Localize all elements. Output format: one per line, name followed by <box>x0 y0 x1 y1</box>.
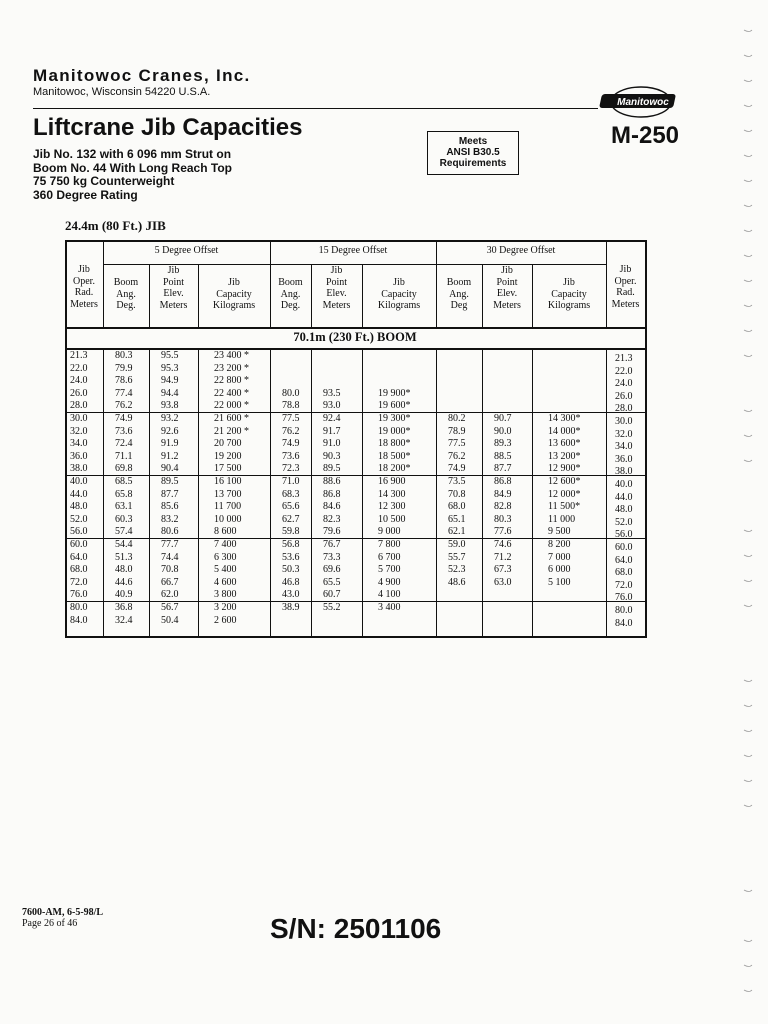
table-cell: 67.3 <box>494 564 512 576</box>
table-cell: 28.0 <box>70 400 88 412</box>
column-header: Jib Oper. Rad. Meters <box>611 264 640 310</box>
table-cell: 32.0 <box>615 428 633 440</box>
table-cell: 77.6 <box>494 526 512 538</box>
table-cell: 5 400 <box>214 564 237 576</box>
header-rule <box>65 327 645 329</box>
table-cell: 56.0 <box>70 526 88 538</box>
table-border-right <box>645 240 647 638</box>
table-cell: 77.5 <box>448 438 466 450</box>
table-cell: 62.1 <box>448 526 466 538</box>
table-cell: 77.5 <box>282 413 300 424</box>
table-cell: 84.6 <box>323 501 341 513</box>
table-cell: 8 600 <box>214 526 237 538</box>
column-separator <box>362 348 363 636</box>
table-cell: 53.6 <box>282 551 300 563</box>
table-cell: 93.2 <box>161 413 179 424</box>
serial-number: S/N: 2501106 <box>270 913 442 944</box>
table-cell: 9 000 <box>378 526 401 538</box>
table-cell: 87.7 <box>494 463 512 475</box>
table-cell: 4 600 <box>214 576 237 588</box>
column-separator <box>532 348 533 636</box>
table-cell: 76.0 <box>615 592 633 604</box>
table-cell: 44.0 <box>70 488 88 500</box>
table-cell: 54.4 <box>115 539 133 550</box>
table-cell: 52.0 <box>70 513 88 525</box>
column-header: Boom Ang. Deg. <box>278 277 303 311</box>
table-cell: 32.4 <box>115 614 133 626</box>
table-cell: 6 000 <box>548 564 571 576</box>
table-cell: 19 600* <box>378 400 411 412</box>
table-cell: 80.3 <box>494 513 512 525</box>
boom-label-rule <box>65 348 645 350</box>
table-cell: 70.8 <box>448 488 466 500</box>
table-cell: 30.0 <box>615 416 633 427</box>
table-cell: 13 600* <box>548 438 581 450</box>
table-cell: 65.5 <box>323 576 341 588</box>
table-cell: 24.0 <box>615 378 633 390</box>
table-cell: 52.0 <box>615 516 633 528</box>
table-cell: 34.0 <box>70 438 88 450</box>
table-cell: 56.7 <box>161 602 179 613</box>
table-cell: 65.8 <box>115 488 133 500</box>
table-cell: 66.7 <box>161 576 179 588</box>
table-cell: 22.0 <box>615 365 633 377</box>
table-cell: 40.0 <box>615 479 633 490</box>
offset-group-header: 15 Degree Offset <box>318 245 388 256</box>
table-cell: 43.0 <box>282 589 300 601</box>
table-cell: 6 300 <box>214 551 237 563</box>
column-header: Boom Ang. Deg <box>446 277 472 311</box>
table-cell: 52.3 <box>448 564 466 576</box>
table-cell: 18 800* <box>378 438 411 450</box>
table-cell: 32.0 <box>70 425 88 437</box>
table-cell: 70.8 <box>161 564 179 576</box>
table-cell: 68.0 <box>615 567 633 579</box>
column-header: Jib Point Elev. Meters <box>493 265 521 311</box>
logo-text: Manitowoc <box>617 97 669 108</box>
table-cell: 30.0 <box>70 413 88 424</box>
column-separator <box>198 348 199 636</box>
table-cell: 57.4 <box>115 526 133 538</box>
subtitle-line: 360 Degree Rating <box>33 187 138 202</box>
column-separator <box>311 348 312 636</box>
table-cell: 62.0 <box>161 589 179 601</box>
table-cell: 38.9 <box>282 602 300 613</box>
table-cell: 91.7 <box>323 425 341 437</box>
table-cell: 9 500 <box>548 526 571 538</box>
table-cell: 73.6 <box>115 425 133 437</box>
binding-edge-marks <box>740 10 754 1010</box>
table-cell: 80.0 <box>282 387 300 399</box>
table-cell: 86.8 <box>323 488 341 500</box>
table-cell: 64.0 <box>70 551 88 563</box>
table-cell: 86.8 <box>494 476 512 487</box>
table-cell: 38.0 <box>615 466 633 478</box>
table-cell: 22 400 * <box>214 387 249 399</box>
table-cell: 71.0 <box>282 476 300 487</box>
table-cell: 20 700 <box>214 438 242 450</box>
model-number: M-250 <box>611 122 680 149</box>
table-cell: 80.6 <box>161 526 179 538</box>
table-cell: 44.0 <box>615 491 633 503</box>
table-border-bottom <box>65 636 645 638</box>
offset-group-header: 30 Degree Offset <box>486 245 556 256</box>
table-cell: 73.3 <box>323 551 341 563</box>
table-cell: 17 500 <box>214 463 242 475</box>
table-cell: 74.9 <box>282 438 300 450</box>
jib-specification <box>33 148 232 202</box>
column-header: Jib Capacity Kilograms <box>377 277 421 311</box>
group-separator <box>270 348 271 636</box>
table-cell: 82.8 <box>494 501 512 513</box>
table-cell: 78.6 <box>115 375 133 387</box>
column-header: Jib Capacity Kilograms <box>547 277 591 311</box>
column-header: Jib Capacity Kilograms <box>212 277 256 311</box>
ansi-compliance-box <box>427 131 519 175</box>
table-cell: 12 000* <box>548 488 581 500</box>
table-cell: 22 000 * <box>214 400 249 412</box>
table-cell: 59.0 <box>448 539 466 550</box>
table-cell: 2 600 <box>214 614 237 626</box>
table-cell: 63.1 <box>115 501 133 513</box>
table-cell: 14 300* <box>548 413 581 424</box>
table-cell: 90.4 <box>161 463 179 475</box>
table-cell: 74.4 <box>161 551 179 563</box>
table-cell: 93.8 <box>161 400 179 412</box>
table-cell: 90.7 <box>494 413 512 424</box>
table-cell: 76.0 <box>70 589 88 601</box>
table-cell: 3 200 <box>214 602 237 613</box>
table-cell: 12 900* <box>548 463 581 475</box>
table-cell: 56.8 <box>282 539 300 550</box>
table-cell: 46.8 <box>282 576 300 588</box>
table-cell: 89.5 <box>161 476 179 487</box>
column-header: Boom Ang. Deg. <box>113 277 139 311</box>
table-cell: 19 900* <box>378 387 411 399</box>
table-cell: 34.0 <box>615 441 633 453</box>
table-cell: 24.0 <box>70 375 88 387</box>
table-cell: 60.0 <box>615 542 633 553</box>
table-cell: 77.4 <box>115 387 133 399</box>
table-cell: 56.0 <box>615 529 633 541</box>
group-separator <box>103 348 104 636</box>
table-cell: 62.7 <box>282 513 300 525</box>
table-cell: 65.1 <box>448 513 466 525</box>
table-cell: 48.0 <box>70 501 88 513</box>
column-separator <box>149 348 150 636</box>
table-cell: 22 800 * <box>214 375 249 387</box>
table-cell: 91.2 <box>161 450 179 462</box>
table-cell: 51.3 <box>115 551 133 563</box>
table-cell: 91.0 <box>323 438 341 450</box>
table-cell: 19 000* <box>378 425 411 437</box>
ansi-line: ANSI B30.5 <box>446 147 500 158</box>
table-cell: 76.2 <box>282 425 300 437</box>
company-name: Manitowoc Cranes, Inc. <box>33 66 251 85</box>
table-cell: 95.5 <box>161 350 179 361</box>
table-cell: 82.3 <box>323 513 341 525</box>
table-cell: 19 200 <box>214 450 242 462</box>
table-cell: 72.0 <box>70 576 88 588</box>
column-header: Jib Oper. Rad. Meters <box>70 264 98 310</box>
table-cell: 93.0 <box>323 400 341 412</box>
table-cell: 18 500* <box>378 450 411 462</box>
group-separator <box>436 348 437 636</box>
table-cell: 74.6 <box>494 539 512 550</box>
ansi-line: Meets <box>458 136 488 147</box>
table-cell: 8 200 <box>548 539 571 550</box>
table-cell: 87.7 <box>161 488 179 500</box>
table-cell: 16 900 <box>378 476 406 487</box>
table-cell: 77.7 <box>161 539 179 550</box>
table-cell: 72.0 <box>615 579 633 591</box>
table-cell: 14 300 <box>378 488 406 500</box>
table-cell: 3 800 <box>214 589 237 601</box>
table-cell: 65.6 <box>282 501 300 513</box>
table-cell: 72.4 <box>115 438 133 450</box>
table-cell: 36.0 <box>615 453 633 465</box>
ansi-line: Requirements <box>439 158 507 169</box>
table-cell: 22.0 <box>70 362 88 374</box>
table-cell: 92.6 <box>161 425 179 437</box>
table-cell: 12 600* <box>548 476 581 487</box>
table-cell: 69.8 <box>115 463 133 475</box>
table-cell: 80.0 <box>70 602 88 613</box>
table-cell: 90.0 <box>494 425 512 437</box>
table-cell: 4 100 <box>378 589 401 601</box>
table-cell: 71.2 <box>494 551 512 563</box>
table-cell: 48.6 <box>448 576 466 588</box>
table-cell: 80.2 <box>448 413 466 424</box>
header-rule <box>33 108 598 109</box>
table-cell: 5 700 <box>378 564 401 576</box>
table-cell: 40.0 <box>70 476 88 487</box>
table-cell: 26.0 <box>615 390 633 402</box>
table-cell: 80.3 <box>115 350 133 361</box>
table-cell: 60.3 <box>115 513 133 525</box>
table-cell: 36.8 <box>115 602 133 613</box>
table-cell: 84.0 <box>70 614 88 626</box>
table-cell: 21 200 * <box>214 425 249 437</box>
table-cell: 68.0 <box>70 564 88 576</box>
table-cell: 28.0 <box>615 403 633 415</box>
table-cell: 92.4 <box>323 413 341 424</box>
table-cell: 60.7 <box>323 589 341 601</box>
page-number: Page 26 of 46 <box>22 918 78 929</box>
table-cell: 85.6 <box>161 501 179 513</box>
table-cell: 74.9 <box>115 413 133 424</box>
table-cell: 72.3 <box>282 463 300 475</box>
group-separator <box>606 348 607 636</box>
table-cell: 94.4 <box>161 387 179 399</box>
table-cell: 76.7 <box>323 539 341 550</box>
table-cell: 19 300* <box>378 413 411 424</box>
table-cell: 60.0 <box>70 539 88 550</box>
table-cell: 3 400 <box>378 602 401 613</box>
table-cell: 5 100 <box>548 576 571 588</box>
table-cell: 11 000 <box>548 513 576 525</box>
row-block-rule <box>65 601 645 602</box>
table-cell: 7 400 <box>214 539 237 550</box>
table-cell: 68.5 <box>115 476 133 487</box>
table-cell: 10 000 <box>214 513 242 525</box>
column-separator <box>482 348 483 636</box>
table-cell: 84.9 <box>494 488 512 500</box>
table-cell: 64.0 <box>615 554 633 566</box>
column-header: Jib Point Elev. Meters <box>322 265 351 311</box>
table-cell: 71.1 <box>115 450 133 462</box>
table-cell: 79.9 <box>115 362 133 374</box>
table-cell: 11 500* <box>548 501 581 513</box>
table-cell: 38.0 <box>70 463 88 475</box>
table-cell: 12 300 <box>378 501 406 513</box>
table-cell: 14 000* <box>548 425 581 437</box>
table-cell: 79.6 <box>323 526 341 538</box>
table-cell: 21 600 * <box>214 413 249 424</box>
table-cell: 88.6 <box>323 476 341 487</box>
table-cell: 88.5 <box>494 450 512 462</box>
table-cell: 23 400 * <box>214 350 249 361</box>
table-cell: 78.9 <box>448 425 466 437</box>
table-cell: 13 700 <box>214 488 242 500</box>
table-cell: 18 200* <box>378 463 411 475</box>
table-cell: 21.3 <box>615 353 633 364</box>
table-cell: 84.0 <box>615 617 633 629</box>
table-cell: 89.3 <box>494 438 512 450</box>
table-cell: 76.2 <box>115 400 133 412</box>
table-cell: 7 800 <box>378 539 401 550</box>
table-cell: 91.9 <box>161 438 179 450</box>
table-cell: 6 700 <box>378 551 401 563</box>
table-cell: 4 900 <box>378 576 401 588</box>
column-header: Jib Point Elev. Meters <box>159 265 188 311</box>
table-cell: 11 700 <box>214 501 242 513</box>
document-code: 7600-AM, 6-5-98/L <box>22 907 104 918</box>
table-cell: 90.3 <box>323 450 341 462</box>
table-cell: 44.6 <box>115 576 133 588</box>
table-cell: 93.5 <box>323 387 341 399</box>
table-cell: 23 200 * <box>214 362 249 374</box>
document-title: Liftcrane Jib Capacities <box>33 114 303 141</box>
table-cell: 16 100 <box>214 476 242 487</box>
table-cell: 7 000 <box>548 551 571 563</box>
table-cell: 36.0 <box>70 450 88 462</box>
table-cell: 95.3 <box>161 362 179 374</box>
subtitle-line: 75 750 kg Counterweight <box>33 174 175 188</box>
table-border-top <box>65 240 645 242</box>
table-cell: 73.6 <box>282 450 300 462</box>
table-cell: 80.0 <box>615 605 633 616</box>
table-cell: 50.3 <box>282 564 300 576</box>
table-cell: 69.6 <box>323 564 341 576</box>
table-cell: 10 500 <box>378 513 406 525</box>
table-cell: 78.8 <box>282 400 300 412</box>
subtitle-line: Jib No. 132 with 6 096 mm Strut on <box>33 147 232 161</box>
company-address: Manitowoc, Wisconsin 54220 U.S.A. <box>33 86 211 98</box>
table-cell: 55.2 <box>323 602 341 613</box>
table-cell: 13 200* <box>548 450 581 462</box>
table-cell: 74.9 <box>448 463 466 475</box>
table-cell: 48.0 <box>115 564 133 576</box>
table-cell: 68.0 <box>448 501 466 513</box>
table-cell: 63.0 <box>494 576 512 588</box>
manitowoc-logo <box>597 80 683 126</box>
table-cell: 48.0 <box>615 504 633 516</box>
capacity-table <box>65 240 645 636</box>
subtitle-line: Boom No. 44 With Long Reach Top <box>33 160 232 175</box>
table-cell: 83.2 <box>161 513 179 525</box>
offset-group-header: 5 Degree Offset <box>154 245 219 256</box>
table-cell: 55.7 <box>448 551 466 563</box>
table-cell: 50.4 <box>161 614 179 626</box>
table-cell: 76.2 <box>448 450 466 462</box>
table-cell: 68.3 <box>282 488 300 500</box>
table-cell: 89.5 <box>323 463 341 475</box>
table-cell: 59.8 <box>282 526 300 538</box>
table-cell: 26.0 <box>70 387 88 399</box>
table-cell: 21.3 <box>70 350 88 361</box>
table-cell: 94.9 <box>161 375 179 387</box>
jib-length-title: 24.4m (80 Ft.) JIB <box>65 218 166 233</box>
boom-length-label: 70.1m (230 Ft.) BOOM <box>293 330 417 344</box>
table-cell: 40.9 <box>115 589 133 601</box>
table-cell: 73.5 <box>448 476 466 487</box>
